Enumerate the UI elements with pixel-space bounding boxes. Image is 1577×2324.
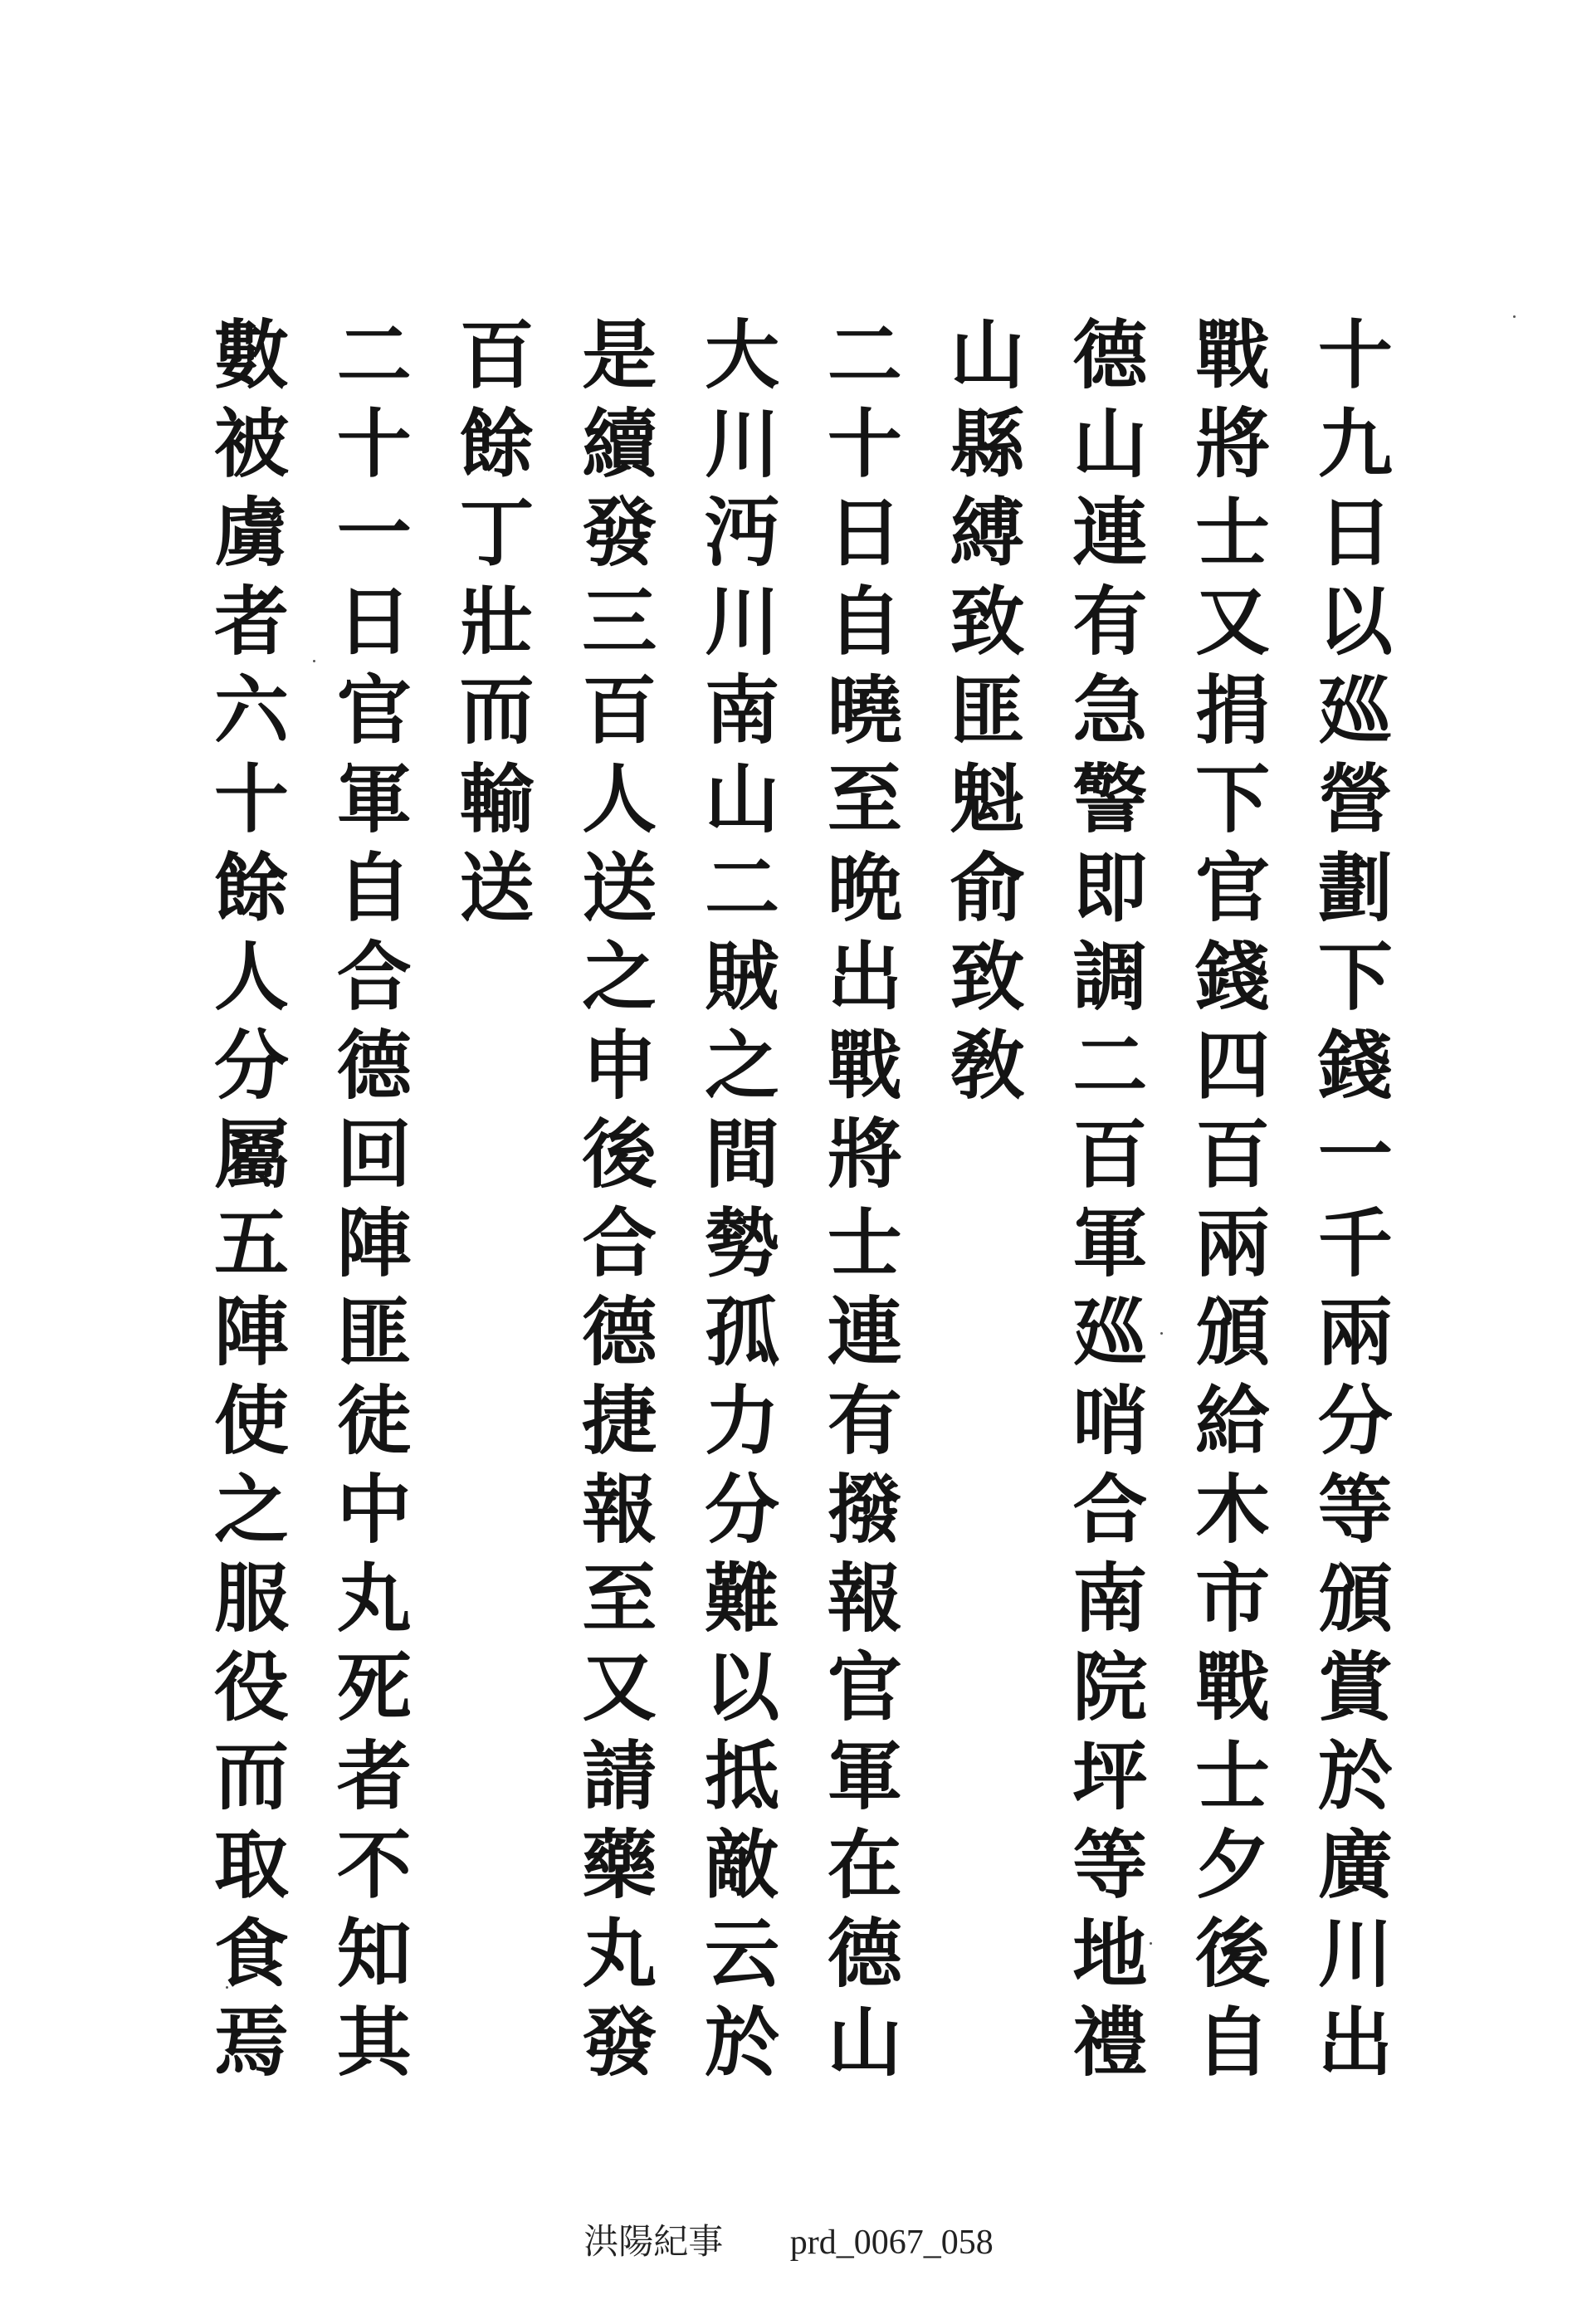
text-column-2: 戰將士又捐下官錢四百兩頒給木市戰士夕後自 bbox=[1182, 315, 1271, 2092]
text-column-10: 數被虜者六十餘人分屬五陣使之服役而取食焉 bbox=[201, 315, 289, 2092]
text-column-3: 德山連有急警即調二百軍廵哨合南院坪等地禮 bbox=[1059, 315, 1148, 2092]
footer-page-code: prd_0067_058 bbox=[789, 2224, 994, 2262]
vertical-text-body bbox=[191, 315, 1393, 2092]
page-footer bbox=[0, 2214, 1577, 2264]
text-column-6: 大川沔川南山二賊之間勢孤力分難以抵敵云於 bbox=[691, 315, 780, 2092]
footer-title: 洪陽紀事 bbox=[583, 2224, 724, 2262]
text-column-1: 十九日以廵營劃下錢一千兩分等頒賞於廣川出 bbox=[1304, 315, 1393, 2092]
text-column-8: 百餘丁壯而輸送 bbox=[446, 315, 535, 937]
text-column-9: 二十一日官軍自合德回陣匪徒中丸死者不知其 bbox=[323, 315, 412, 2092]
scan-speck bbox=[1513, 315, 1516, 318]
text-column-5: 二十日自曉至晩出戰將士連有撥報官軍在德山 bbox=[813, 315, 902, 2092]
text-column-7: 是續發三百人送之申後合德捷報至又請藥丸發 bbox=[569, 315, 657, 2092]
text-column-4: 山縣縛致匪魁俞致敎 bbox=[936, 315, 1025, 1115]
